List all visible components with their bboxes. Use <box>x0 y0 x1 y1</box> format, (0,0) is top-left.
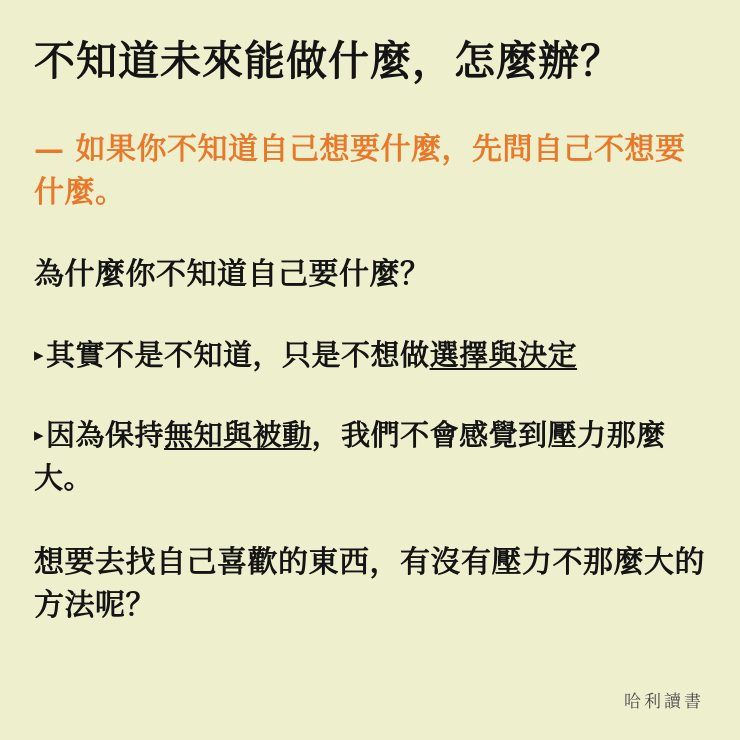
triangle-bullet-icon: ▸ <box>34 424 45 447</box>
em-dash: — <box>34 132 65 168</box>
bullet-item-2 <box>34 414 706 498</box>
bullet-item-1 <box>34 334 706 376</box>
subtitle-text: 如果你不知道自己想要什麼，先問自己不想要什麼。 <box>34 132 686 210</box>
bullet-2-underlined: 無知與被動 <box>164 418 312 453</box>
subtitle-line <box>34 129 706 214</box>
bullet-1-underlined: 選擇與決定 <box>429 338 578 373</box>
section-question: 為什麼你不知道自己要什麼？ <box>34 257 431 293</box>
closing-question: 想要去找自己喜歡的東西，有沒有壓力不那麼大的方法呢？ <box>34 544 705 624</box>
triangle-bullet-icon: ▸ <box>34 344 45 367</box>
bullet-1-text-before: 其實不是不知道，只是不想做 <box>46 338 430 373</box>
page-title: 不知道未來能做什麼，怎麼辦？ <box>34 37 622 85</box>
author-signature: 哈利讀書 <box>624 692 704 712</box>
bullet-2-text-after: ，我們不會感覺到壓力那麼大。 <box>34 418 666 495</box>
bullet-2-text-before: 因為保持 <box>46 418 165 453</box>
